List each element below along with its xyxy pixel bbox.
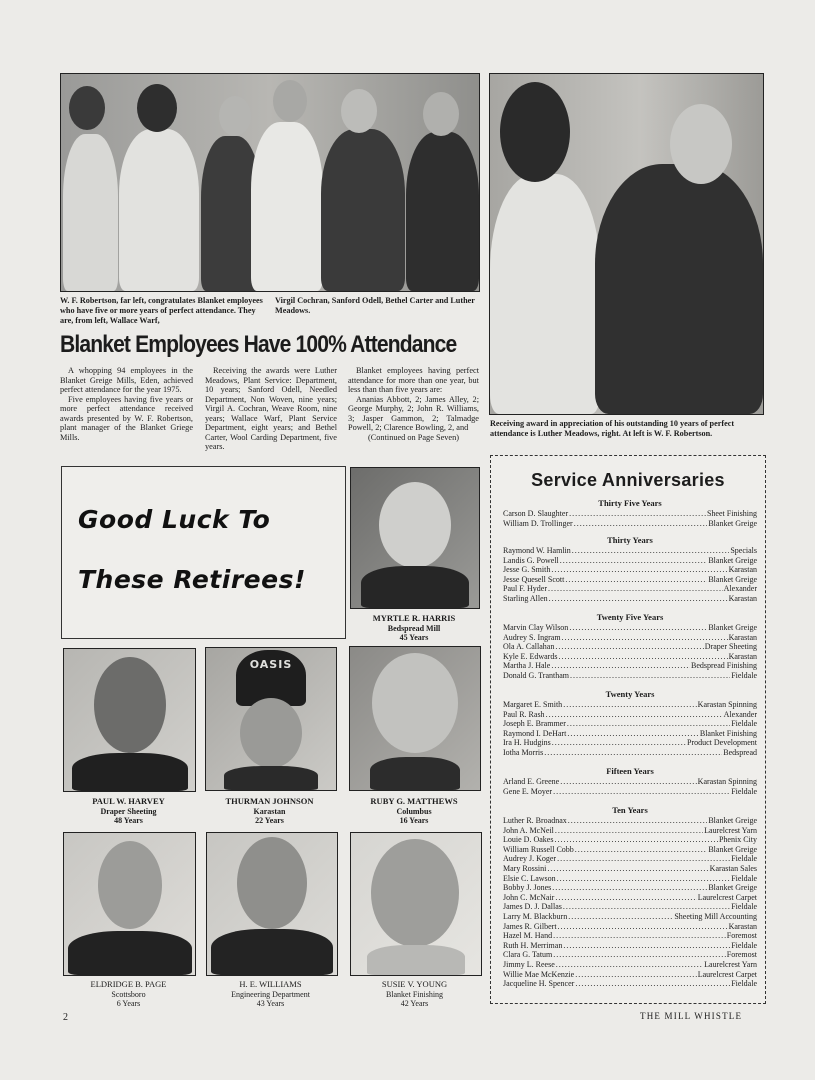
employee-department: Laurelcrest Yarn xyxy=(704,825,757,835)
page-number: 2 xyxy=(63,1012,68,1023)
retirees-banner xyxy=(61,466,346,639)
article-paragraph: Receiving the awards were Luther Meadows, Plant Service: Department, 10 years; Sanford Odell, Needled Department, Non Woven, nine years; Virgil A. Cochran, Weave Room, nine years; Wallace Warf, Plant Service Department, eight years; and Bethel Carter, Wool Carding Department, five years. xyxy=(205,366,337,451)
retiree-name: ELDRIDGE B. PAGE xyxy=(90,979,167,989)
meadows-award-photo xyxy=(489,73,764,415)
service-row xyxy=(503,777,757,787)
employee-department: Draper Sheeting xyxy=(704,642,757,652)
leader-dots xyxy=(563,941,730,951)
service-row xyxy=(503,835,757,845)
leader-dots xyxy=(575,845,708,855)
retiree-name: THURMAN JOHNSON xyxy=(225,796,314,806)
service-row xyxy=(503,941,757,951)
employee-name: Joseph E. Brammer xyxy=(503,719,566,729)
employee-name: Marvin Clay Wilson xyxy=(503,623,569,632)
service-row xyxy=(503,700,757,710)
service-group-heading: Thirty Five Years xyxy=(598,498,662,508)
service-row xyxy=(503,738,757,748)
service-row xyxy=(503,719,757,729)
employee-department: Karastan xyxy=(728,593,757,603)
retiree-name: MYRTLE R. HARRIS xyxy=(372,613,456,623)
employee-department: Blanket Finishing xyxy=(699,728,757,738)
leader-dots xyxy=(560,777,696,787)
leader-dots xyxy=(553,950,725,960)
employee-name: Jesse G. Smith xyxy=(503,565,551,575)
leader-dots xyxy=(569,509,706,519)
employee-name: Martha J. Hale xyxy=(503,661,551,671)
service-row xyxy=(503,893,757,903)
service-row xyxy=(503,826,757,836)
leader-dots xyxy=(552,738,686,748)
employee-name: William Russell Cobb xyxy=(503,844,574,854)
service-group xyxy=(503,689,757,758)
masthead: THE MILL WHISTLE xyxy=(640,1011,743,1021)
employee-department: Fieldale xyxy=(731,719,757,729)
service-row xyxy=(503,633,757,643)
service-row xyxy=(503,787,757,797)
employee-name: Raymond I. DeHart xyxy=(503,728,567,738)
employee-department: Fieldale xyxy=(731,786,757,796)
leader-dots xyxy=(575,970,696,980)
employee-department: Karastan xyxy=(728,651,757,661)
employee-name: Jesse Quesell Scott xyxy=(503,574,565,584)
employee-department: Fieldale xyxy=(731,670,757,680)
service-row xyxy=(503,584,757,594)
employee-department: Fieldale xyxy=(731,854,757,864)
leader-dots xyxy=(555,893,696,903)
retiree-years: 42 Years xyxy=(400,999,429,1008)
employee-department: Sheet Finishing xyxy=(706,509,757,518)
article-column-3 xyxy=(348,366,479,442)
service-row xyxy=(503,922,757,932)
portrait-he-williams xyxy=(206,832,338,976)
employee-name: Ira H. Hudgins xyxy=(503,738,551,748)
group-award-photo xyxy=(60,73,480,292)
employee-name: James D. J. Dallas xyxy=(503,902,562,912)
leader-dots xyxy=(567,719,730,729)
leader-dots xyxy=(555,642,703,652)
article-headline: Blanket Employees Have 100% Attendance xyxy=(60,331,457,358)
service-row xyxy=(503,931,757,941)
retiree-dept: Blanket Finishing xyxy=(385,990,444,999)
service-row xyxy=(503,671,757,681)
retirees-banner-line-1: Good Luck To xyxy=(78,505,271,534)
employee-department: Fieldale xyxy=(731,940,757,950)
retiree-name: H. E. WILLIAMS xyxy=(239,979,302,989)
employee-department: Karastan xyxy=(728,921,757,931)
article-column-2 xyxy=(205,366,337,452)
service-group xyxy=(503,498,757,528)
employee-department: Fieldale xyxy=(731,979,757,989)
employee-department: Blanket Greige xyxy=(708,518,757,528)
employee-name: Ruth H. Merriman xyxy=(503,940,563,950)
service-row xyxy=(503,652,757,662)
leader-dots xyxy=(554,835,718,845)
service-group xyxy=(503,766,757,796)
continued-note: (Continued on Page Seven) xyxy=(367,432,460,442)
service-row xyxy=(503,710,757,720)
leader-dots xyxy=(568,912,673,922)
fez-hat-text: OASIS xyxy=(249,658,293,671)
service-anniversaries-box xyxy=(490,455,766,1004)
employee-name: Iotha Morris xyxy=(503,747,544,757)
employee-name: John A. McNeil xyxy=(503,825,554,835)
leader-dots xyxy=(568,816,708,826)
leader-dots xyxy=(557,874,731,884)
retiree-name: PAUL W. HARVEY xyxy=(92,796,165,806)
leader-dots xyxy=(562,633,728,643)
employee-department: Blanket Greige xyxy=(708,844,757,854)
service-group xyxy=(503,612,757,681)
employee-department: Laurelcrest Yarn xyxy=(704,959,757,969)
employee-department: Alexander xyxy=(723,709,757,719)
service-row xyxy=(503,519,757,529)
portrait-thurman-johnson xyxy=(205,647,337,791)
service-row xyxy=(503,642,757,652)
employee-name: Paul R. Rash xyxy=(503,709,545,719)
service-row xyxy=(503,556,757,566)
service-row xyxy=(503,970,757,980)
employee-name: Larry M. Blackburn xyxy=(503,911,568,921)
service-group-heading: Fifteen Years xyxy=(606,766,654,776)
employee-department: Specials xyxy=(730,546,757,555)
employee-name: John C. McNair xyxy=(503,892,555,902)
employee-name: Raymond W. Hamlin xyxy=(503,546,571,555)
employee-name: Willie Mae McKenzie xyxy=(503,969,575,979)
leader-dots xyxy=(560,556,708,566)
employee-name: James R. Gilbert xyxy=(503,921,557,931)
group-photo-caption-right: Virgil Cochran, Sanford Odell, Bethel Carter and Luther Meadows. xyxy=(275,296,475,315)
employee-name: Jacqueline H. Spencer xyxy=(503,979,575,989)
employee-name: Audrey J. Koger xyxy=(503,854,557,864)
retiree-dept: Bedspread Mill xyxy=(387,624,441,633)
portrait-susie-young xyxy=(350,832,482,976)
employee-department: Fieldale xyxy=(731,902,757,912)
service-group-heading: Ten Years xyxy=(612,805,648,815)
service-group-heading: Twenty Years xyxy=(605,689,655,699)
employee-department: Karastan xyxy=(728,632,757,642)
leader-dots xyxy=(567,729,699,739)
retirees-banner-line-2: These Retirees! xyxy=(78,565,306,594)
service-row xyxy=(503,874,757,884)
retiree-dept: Karastan xyxy=(253,807,286,816)
service-row xyxy=(503,902,757,912)
employee-department: Alexander xyxy=(723,584,757,594)
portrait-myrtle-harris xyxy=(350,467,480,609)
employee-name: Mary Rossini xyxy=(503,863,547,873)
service-row xyxy=(503,883,757,893)
employee-name: Arland E. Greene xyxy=(503,777,560,786)
employee-department: Blanket Greige xyxy=(708,883,757,893)
employee-department: Product Development xyxy=(687,738,757,748)
employee-department: Fieldale xyxy=(731,873,757,883)
employee-name: Audrey S. Ingram xyxy=(503,632,561,642)
leader-dots xyxy=(557,854,730,864)
retiree-years: 6 Years xyxy=(116,999,141,1008)
service-row xyxy=(503,864,757,874)
article-paragraph: Five employees having five years or more perfect attendance received awards presented by W. F. Robertson, plant manager of the Blanket Griege Mills. xyxy=(60,394,193,442)
service-row xyxy=(503,854,757,864)
leader-dots xyxy=(575,979,730,989)
group-photo-caption-left: W. F. Robertson, far left, congratulates Blanket employees who have five or more years of perfect attendance. They are, from left, Wallace Warf, xyxy=(60,296,263,325)
leader-dots xyxy=(546,710,723,720)
employee-department: Karastan Spinning xyxy=(697,777,757,786)
service-row xyxy=(503,960,757,970)
leader-dots xyxy=(548,584,723,594)
leader-dots xyxy=(565,575,707,585)
employee-department: Sheeting Mill Accounting xyxy=(674,911,757,921)
employee-name: Landis G. Powell xyxy=(503,555,559,565)
employee-department: Bedspread Finishing xyxy=(691,661,757,671)
retiree-name: RUBY G. MATTHEWS xyxy=(370,796,458,806)
leader-dots xyxy=(553,787,730,797)
service-row xyxy=(503,912,757,922)
service-group xyxy=(503,805,757,989)
leader-dots xyxy=(552,883,707,893)
service-row xyxy=(503,729,757,739)
employee-name: Kyle E. Edwards xyxy=(503,651,558,661)
employee-department: Foremost xyxy=(726,931,757,941)
employee-department: Karastan xyxy=(728,565,757,575)
leader-dots xyxy=(549,594,728,604)
service-row xyxy=(503,509,757,519)
article-column-1 xyxy=(60,366,193,442)
service-row xyxy=(503,979,757,989)
retiree-dept: Engineering Department xyxy=(231,990,310,999)
employee-name: Starling Allen xyxy=(503,593,548,603)
leader-dots xyxy=(547,864,708,874)
employee-name: Louie D. Oakes xyxy=(503,835,554,845)
employee-name: Hazel M. Hand xyxy=(503,931,553,941)
service-row xyxy=(503,575,757,585)
employee-name: Donald G. Trantham xyxy=(503,670,569,680)
retiree-years: 48 Years xyxy=(114,816,143,825)
retiree-dept: Scottsboro xyxy=(111,990,146,999)
employee-department: Blanket Greige xyxy=(708,555,757,565)
leader-dots xyxy=(563,700,696,710)
retiree-dept: Columbus xyxy=(396,807,432,816)
leader-dots xyxy=(553,931,726,941)
portrait-paul-harvey xyxy=(63,648,196,792)
employee-name: William D. Trollinger xyxy=(503,518,573,528)
article-paragraph: Blanket employees having perfect attendance for more than one year, but less than than five years are: xyxy=(348,366,479,394)
service-row xyxy=(503,623,757,633)
leader-dots xyxy=(563,902,730,912)
employee-name: Elsie C. Lawson xyxy=(503,873,556,883)
employee-department: Blanket Greige xyxy=(708,816,757,825)
employee-name: Margaret E. Smith xyxy=(503,700,563,709)
service-group-heading: Twenty Five Years xyxy=(596,612,664,622)
leader-dots xyxy=(558,922,728,932)
leader-dots xyxy=(558,652,727,662)
service-group xyxy=(503,535,757,604)
employee-department: Laurelcrest Carpet xyxy=(697,969,757,979)
employee-name: Carson D. Slaughter xyxy=(503,509,569,518)
leader-dots xyxy=(570,671,730,681)
service-row xyxy=(503,845,757,855)
employee-name: Gene E. Moyer xyxy=(503,786,553,796)
leader-dots xyxy=(551,565,727,575)
retiree-dept: Draper Sheeting xyxy=(100,807,157,816)
employee-name: Luther R. Broadnax xyxy=(503,816,567,825)
service-group-heading: Thirty Years xyxy=(607,535,653,545)
employee-department: Foremost xyxy=(726,950,757,960)
employee-name: Jimmy L. Reese xyxy=(503,959,555,969)
employee-name: Ola A. Callahan xyxy=(503,642,555,652)
service-anniversaries-title: Service Anniversaries xyxy=(531,470,725,490)
service-row xyxy=(503,950,757,960)
retiree-years: 22 Years xyxy=(255,816,284,825)
leader-dots xyxy=(556,960,703,970)
employee-department: Blanket Greige xyxy=(708,623,757,632)
leader-dots xyxy=(551,661,690,671)
portrait-eldridge-page xyxy=(63,832,196,976)
service-row xyxy=(503,594,757,604)
portrait-ruby-matthews xyxy=(349,646,481,791)
service-row xyxy=(503,748,757,758)
article-paragraph: A whopping 94 employees in the Blanket Greige Mills, Eden, achieved perfect attendance for the year 1975. xyxy=(60,366,193,394)
employee-name: Clara G. Tatum xyxy=(503,950,553,960)
leader-dots xyxy=(555,826,703,836)
employee-department: Bedspread xyxy=(723,747,757,757)
meadows-photo-caption: Receiving award in appreciation of his outstanding 10 years of perfect attendance is Luther Meadows, right. At left is W. F. Robertson. xyxy=(490,419,735,438)
employee-name: Bobby J. Jones xyxy=(503,883,552,893)
article-paragraph: Ananias Abbott, 2; James Alley, 2; George Murphy, 2; John R. Williams, 3; Jasper Gammon, 2; Talmadge Powell, 2; Clarence Bowling, 2, and xyxy=(348,394,479,432)
employee-department: Karastan Spinning xyxy=(697,700,757,709)
employee-department: Blanket Greige xyxy=(708,574,757,584)
retiree-years: 45 Years xyxy=(399,633,429,642)
employee-department: Karastan Sales xyxy=(709,863,757,873)
retiree-years: 43 Years xyxy=(256,999,285,1008)
retiree-years: 16 Years xyxy=(399,816,429,825)
leader-dots xyxy=(544,748,722,758)
service-row xyxy=(503,565,757,575)
leader-dots xyxy=(569,623,707,633)
service-row xyxy=(503,546,757,556)
employee-department: Laurelcrest Carpet xyxy=(697,892,757,902)
service-row xyxy=(503,661,757,671)
leader-dots xyxy=(574,519,708,529)
leader-dots xyxy=(572,546,730,556)
service-row xyxy=(503,816,757,826)
retiree-name: SUSIE V. YOUNG xyxy=(381,979,448,989)
employee-department: Phenix City xyxy=(718,835,757,845)
employee-name: Paul F. Hyder xyxy=(503,584,548,594)
